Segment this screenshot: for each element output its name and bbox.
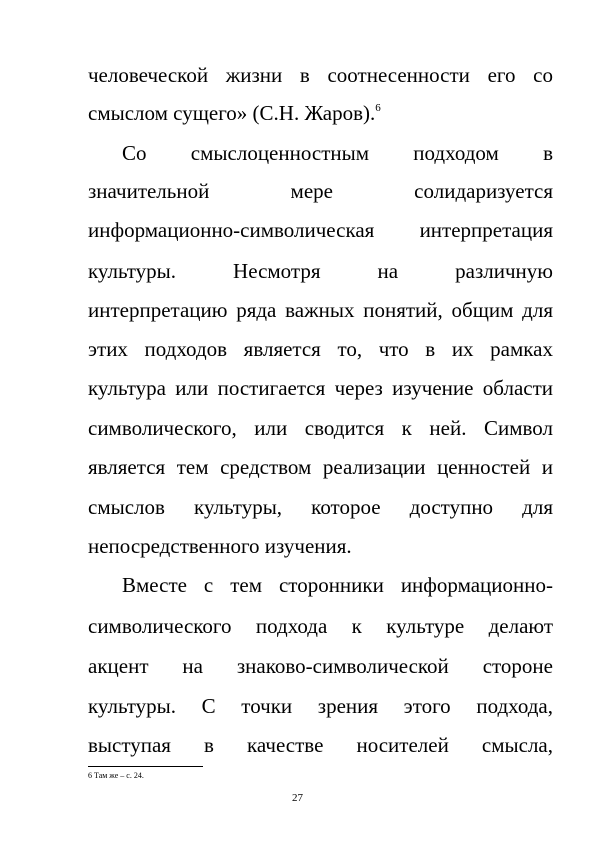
text-line-14: Вместе с тем сторонники информационно- — [122, 573, 553, 597]
text-line-3: Со смыслоценностным подходом в — [122, 141, 553, 165]
text-line-2 — [88, 100, 553, 126]
text-line-13: непосредственного изучения. — [88, 534, 352, 558]
text-line-7: интерпретацию ряда важных понятий, общим для — [88, 298, 553, 322]
text-line-16: акцент на знаково-символической стороне — [88, 654, 553, 678]
footnote: 6 Там же – с. 24. — [88, 771, 144, 780]
text-line-2-content: смыслом сущего» (С.Н. Жаров). — [88, 101, 376, 125]
text-line-6: культуры. Несмотря на различную — [88, 259, 553, 283]
text-line-12: смыслов культуры, которое доступно для — [88, 495, 553, 519]
text-line-5: информационно-символическая интерпретация — [88, 218, 553, 242]
footnote-reference: 6 — [375, 102, 381, 114]
text-line-18: выступая в качестве носителей смысла, — [88, 733, 553, 757]
text-line-8: этих подходов является то, что в их рамках — [88, 337, 553, 361]
footnote-separator — [88, 766, 203, 767]
page-number: 27 — [292, 792, 303, 804]
text-line-11: является тем средством реализации ценностей и — [88, 455, 553, 479]
text-line-4: значительной мере солидаризуется — [88, 179, 553, 203]
text-line-1: человеческой жизни в соотнесенности его со — [88, 63, 553, 87]
text-line-10: символического, или сводится к ней. Символ — [88, 416, 553, 440]
text-line-17: культуры. С точки зрения этого подхода, — [88, 694, 553, 718]
text-line-9: культура или постигается через изучение области — [88, 376, 553, 400]
text-line-15: символического подхода к культуре делают — [88, 614, 553, 638]
